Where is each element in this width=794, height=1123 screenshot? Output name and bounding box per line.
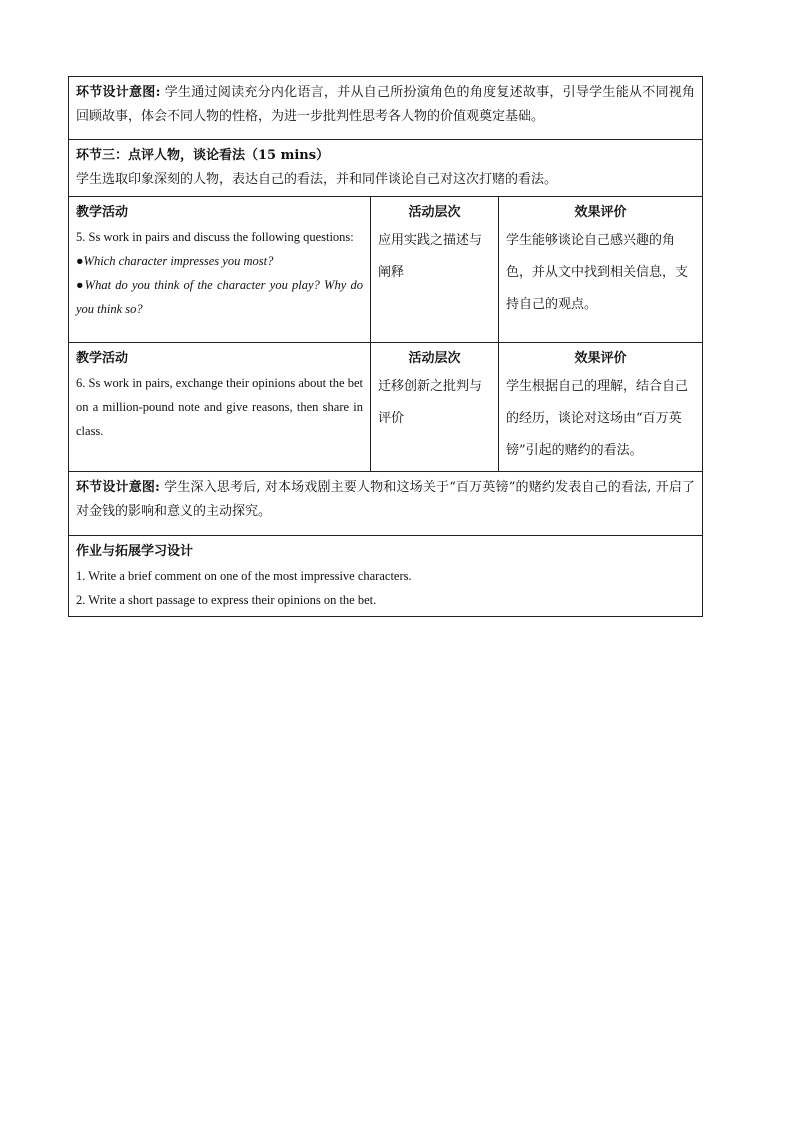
activity-cell-5 [69,197,371,343]
activity-text: 6. Ss work in pairs, exchange their opinions about the bet on a million-pound note and give reasons, then share in class. [76,376,363,438]
level-header: 活动层次 [408,351,461,366]
eval-cell-5 [499,197,703,343]
design-intent-cell-2 [69,472,703,536]
level-cell-6 [371,343,499,472]
design-intent-text: 学生通过阅读充分内化语言，并从自己所扮演角色的角度复述故事，引导学生能从不同视角回顾故事，体会不同人物的性格，为进一步批判性思考各人物的价值观奠定基础。 [76,85,696,124]
lesson-plan-table [68,76,703,617]
design-intent-label: 环节设计意图: [76,85,161,100]
eval-header: 效果评价 [574,351,627,366]
section-three-cell [69,140,703,197]
level-text: 应用实践之描述与阐释 [378,233,483,280]
section-three-title: 环节三：点评人物，谈论看法（15 mins） [76,148,330,163]
activity-question-1: ●Which character impresses you most? [76,254,274,268]
eval-text: 学生能够谈论自己感兴趣的角色，并从文中找到相关信息，支持自己的观点。 [506,233,689,312]
design-intent-row-1 [69,77,703,140]
activity-row-6 [69,343,703,472]
design-intent-text: 学生深入思考后, 对本场戏剧主要人物和这场关于“百万英镑”的赌约发表自己的看法, 开启了对金钱的影响和意义的主动探究。 [76,480,696,519]
homework-cell [69,536,703,617]
level-text: 迁移创新之批判与评价 [378,379,483,426]
homework-item-1: 1. Write a brief comment on one of the most impressive characters. [76,569,412,583]
eval-cell-6 [499,343,703,472]
homework-item-2: 2. Write a short passage to express their opinions on the bet. [76,593,377,607]
activity-text: 5. Ss work in pairs and discuss the following questions: [76,230,354,244]
eval-header: 效果评价 [574,205,627,220]
design-intent-row-2 [69,472,703,536]
design-intent-cell-1 [69,77,703,140]
activity-question-2: ●What do you think of the character you play? Why do you think so? [76,278,363,316]
activity-row-5 [69,197,703,343]
eval-text: 学生根据自己的理解，结合自己的经历，谈论对这场由“百万英镑”引起的赌约的看法。 [506,379,689,458]
homework-title: 作业与拓展学习设计 [76,544,194,559]
activity-header: 教学活动 [76,205,129,220]
level-cell-5 [371,197,499,343]
design-intent-label: 环节设计意图: [76,480,160,495]
level-header: 活动层次 [408,205,461,220]
activity-header: 教学活动 [76,351,129,366]
section-three-row [69,140,703,197]
section-three-desc: 学生选取印象深刻的人物，表达自己的看法，并和同伴谈论自己对这次打赌的看法。 [76,172,558,187]
homework-row [69,536,703,617]
activity-cell-6 [69,343,371,472]
